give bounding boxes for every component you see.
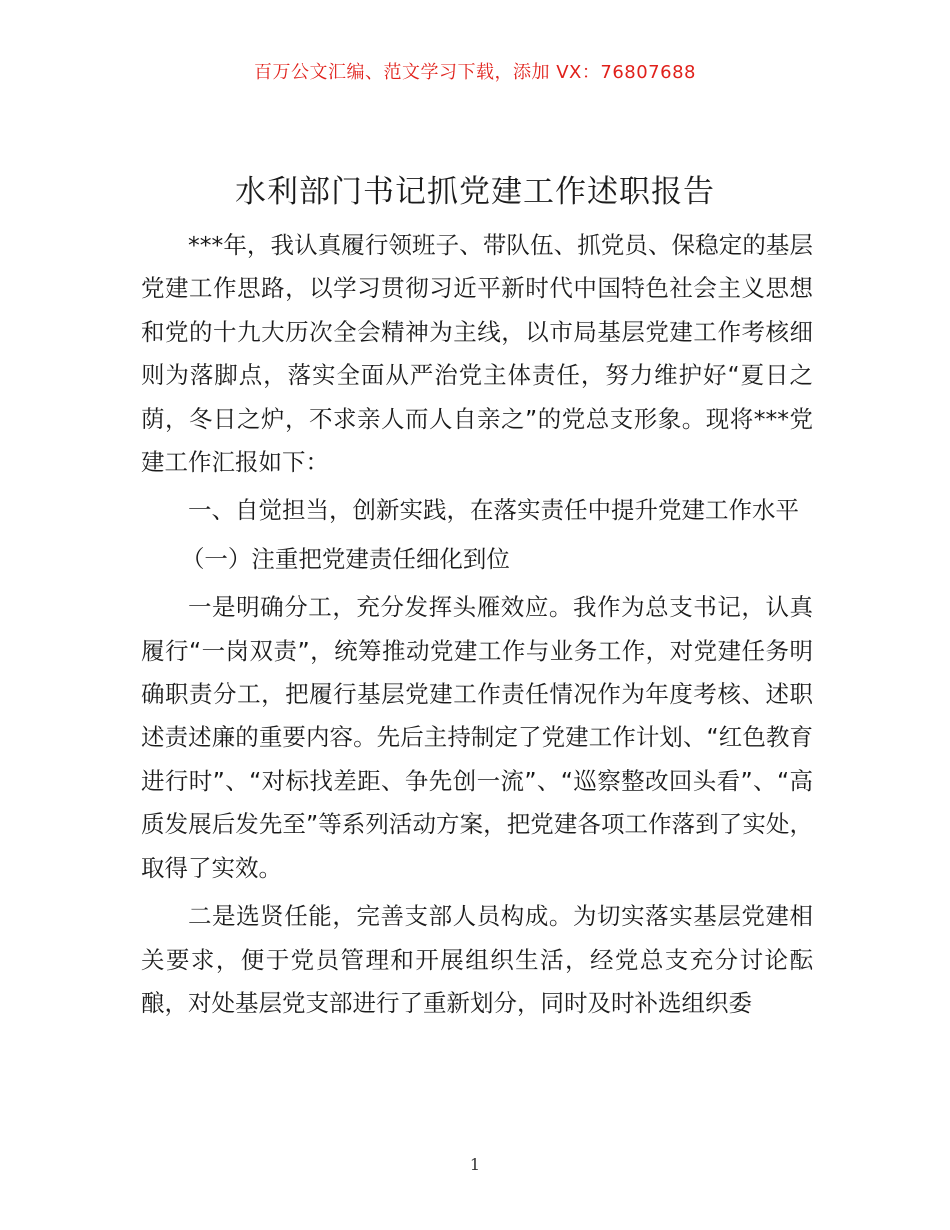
subsection-heading-1: （一）注重把党建责任细化到位	[180, 544, 510, 573]
document-body	[141, 224, 813, 1025]
section-heading-1: 一、自觉担当，创新实践，在落实责任中提升党建工作水平	[188, 496, 799, 525]
document-title: 水利部门书记抓党建工作述职报告	[235, 174, 715, 210]
header-watermark-note: 百万公文汇编、范文学习下载，添加 VX：76807688	[254, 62, 696, 83]
body-paragraph: 一是明确分工，充分发挥头雁效应。我作为总支书记，认真履行“一岗双责”，统筹推动党建工作与业务工作，对党建任务明确职责分工，把履行基层党建工作责任情况作为年度考核、述职述责述廉的重要内容。先后主持制定了党建工作计划、“红色教育进行时”、“对标找差距、争先创一流”、“巡察整改回头看”、“高质发展后发先至”等系列活动方案，把党建各项工作落到了实处，取得了实效。	[141, 593, 813, 882]
intro-paragraph: ***年，我认真履行领班子、带队伍、抓党员、保稳定的基层党建工作思路，以学习贯彻习近平新时代中国特色社会主义思想和党的十九大历次全会精神为主线，以市局基层党建工作考核细则为落脚点，落实全面从严治党主体责任，努力维护好“夏日之荫，冬日之炉，不求亲人而人自亲之”的党总支形象。现将***党建工作汇报如下：	[141, 231, 813, 477]
page-number: 1	[469, 1155, 481, 1174]
body-paragraph: 二是选贤任能，完善支部人员构成。为切实落实基层党建相关要求，便于党员管理和开展组织生活，经党总支充分讨论酝酿，对处基层党支部进行了重新划分，同时及时补选组织委	[141, 902, 813, 1017]
